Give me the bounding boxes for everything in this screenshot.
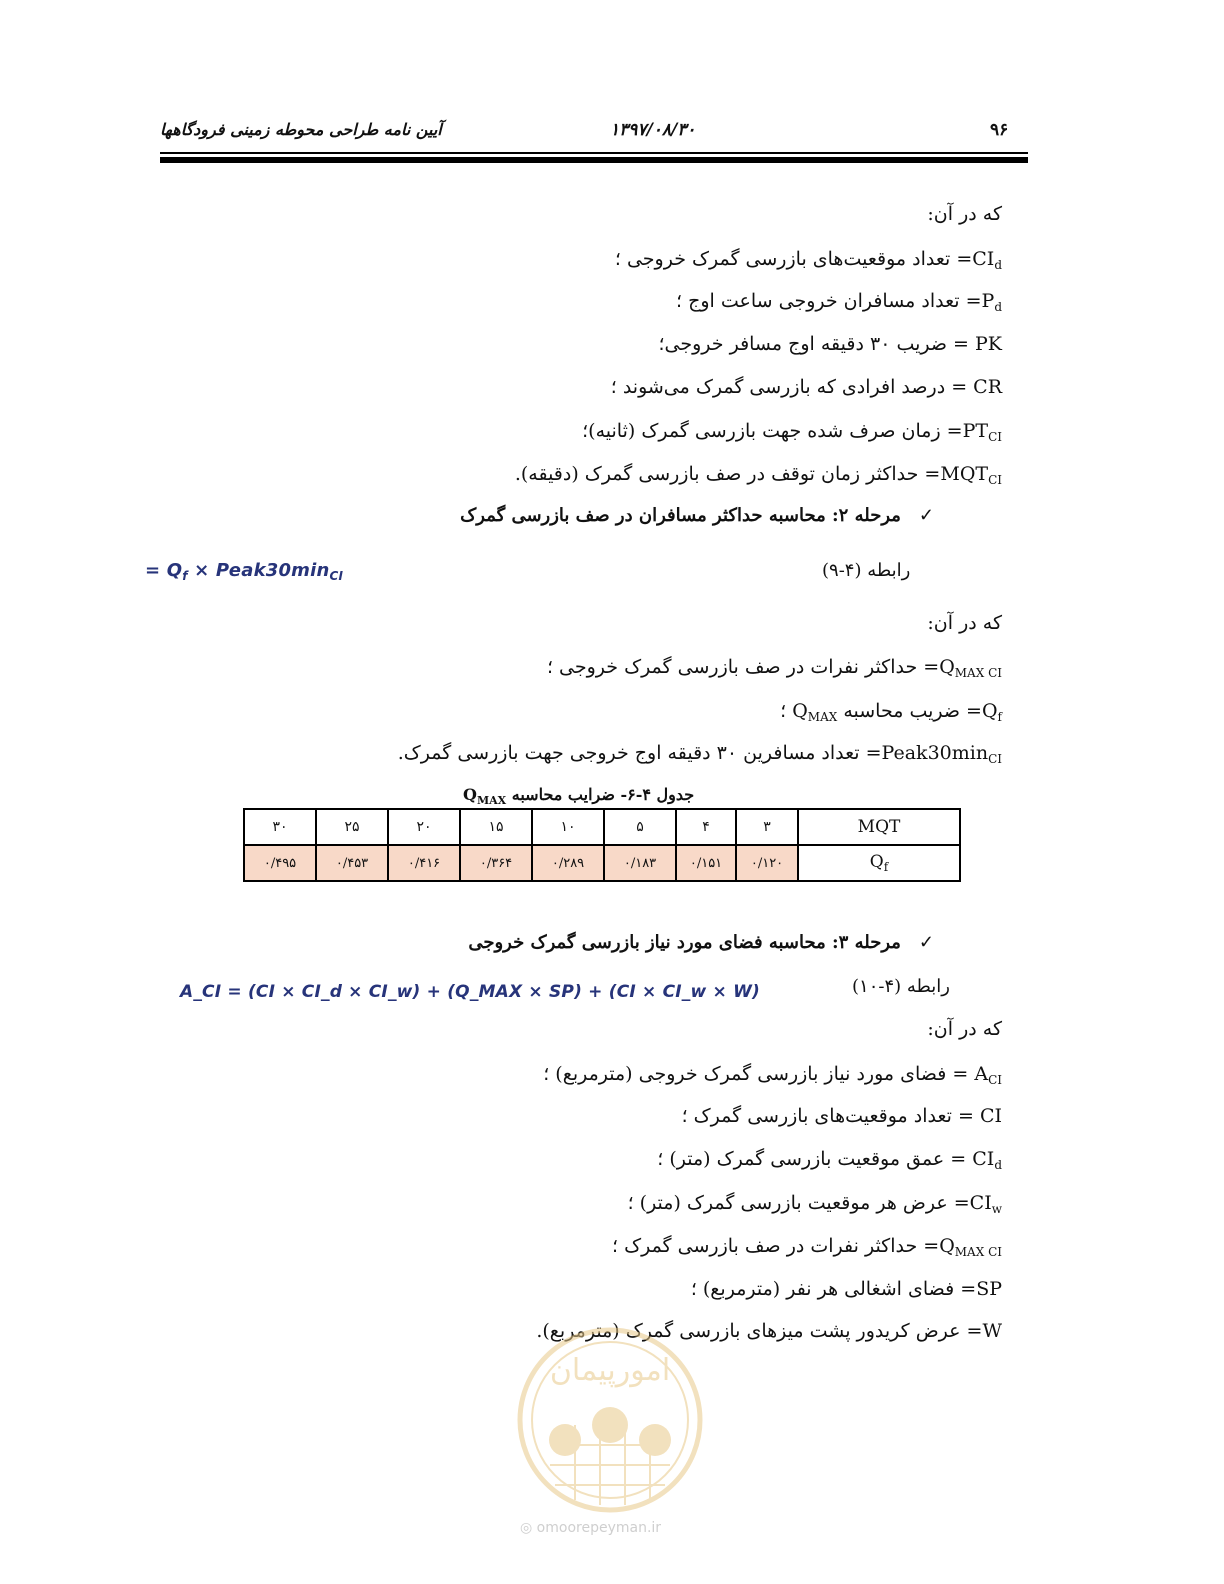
table-cell-qf: ۰/۲۸۹ bbox=[532, 845, 604, 881]
table-cell-qf: ۰/۳۶۴ bbox=[460, 845, 532, 881]
definition-text: = فضای مورد نیاز بازرسی گمرک خروجی (مترمربع) ؛ bbox=[543, 1063, 975, 1085]
qmax-table bbox=[243, 808, 961, 882]
definition-line: $CI_w=$ عرض هر موقعیت بازرسی گمرک (متر) ؛ bbox=[627, 1192, 1002, 1216]
step2-heading bbox=[460, 505, 934, 526]
step2-title: مرحله ۲: محاسبه حداکثر مسافران در صف بازرسی گمرک bbox=[460, 505, 901, 526]
definition-symbol: W bbox=[982, 1320, 1002, 1342]
table-cell-mqt: ۱۰ bbox=[532, 809, 604, 845]
step3-heading bbox=[468, 932, 934, 953]
definition-text: = عرض کریدور پشت میزهای بازرسی گمرک (مترمربع). bbox=[536, 1320, 983, 1342]
definition-line: $Q_{MAX CI}=$ حداکثر نفرات در صف بازرسی گمرک ؛ bbox=[612, 1235, 1002, 1259]
definition-text: = عرض هر موقعیت بازرسی گمرک (متر) ؛ bbox=[627, 1192, 970, 1214]
header-rule-thick bbox=[160, 157, 1028, 163]
definition-text: = تعداد مسافرین ۳۰ دقیقه اوج خروجی جهت بازرسی گمرک. bbox=[397, 742, 882, 764]
watermark-url: ◎ omoorepeyman.ir bbox=[520, 1520, 662, 1536]
table-cell-mqt: ۲۰ bbox=[388, 809, 460, 845]
check-icon: ✓ bbox=[918, 932, 934, 953]
definition-text: = حداکثر زمان توقف در صف بازرسی گمرک (دقیقه). bbox=[514, 463, 941, 485]
table-cell-mqt: ۱۵ bbox=[460, 809, 532, 845]
definition-symbol: Peak30min bbox=[881, 742, 989, 764]
relation-4-10: رابطه (۴-۱۰) bbox=[852, 976, 951, 997]
table-cell-mqt: ۵ bbox=[604, 809, 676, 845]
definition-symbol: CR bbox=[973, 376, 1002, 398]
header-title: آیین نامه طراحی محوطه زمینی فرودگاهها bbox=[160, 120, 442, 139]
definition-text: = تعداد موقعیت‌های بازرسی گمرک ؛ bbox=[681, 1105, 980, 1127]
definition-symbol: MQT bbox=[940, 463, 989, 485]
table-cell-mqt: ۳۰ bbox=[244, 809, 316, 845]
definition-text: = حداکثر نفرات در صف بازرسی گمرک ؛ bbox=[612, 1235, 940, 1257]
relation-4-9: رابطه (۴-۹) bbox=[822, 560, 911, 581]
where-label: که در آن: bbox=[927, 612, 1002, 634]
definition-line: $CI_d=$ تعداد موقعیت‌های بازرسی گمرک خروجی ؛ bbox=[614, 248, 1002, 272]
definition-symbol: CI bbox=[979, 1105, 1002, 1127]
where-label: که در آن: bbox=[927, 1018, 1002, 1040]
definition-line: $A_{CI}$ = فضای مورد نیاز بازرسی گمرک خروجی (مترمربع) ؛ bbox=[543, 1063, 1002, 1087]
definition-line bbox=[691, 1278, 1002, 1302]
definition-symbol: SP bbox=[976, 1278, 1002, 1300]
definition-symbol: Q bbox=[939, 656, 955, 678]
page-number: ۹۶ bbox=[990, 120, 1009, 140]
watermark-logo bbox=[505, 1325, 715, 1515]
definition-line: $CI_d$ = عمق موقعیت بازرسی گمرک (متر) ؛ bbox=[657, 1148, 1002, 1172]
definition-line: $MQT_{CI}=$ حداکثر زمان توقف در صف بازرسی گمرک (دقیقه). bbox=[514, 463, 1002, 487]
table-cell-qf: ۰/۴۵۳ bbox=[316, 845, 388, 881]
table-cell-mqt: ۳ bbox=[736, 809, 798, 845]
header-date: ۱۳۹۷/۰۸/۳۰ bbox=[610, 120, 696, 140]
table-cell-mqt: ۴ bbox=[676, 809, 736, 845]
svg-text:امورپیمان: امورپیمان bbox=[549, 1353, 671, 1388]
definition-text: = عمق موقعیت بازرسی گمرک (متر) ؛ bbox=[657, 1148, 973, 1170]
table-cell-qf: ۰/۱۸۳ bbox=[604, 845, 676, 881]
definition-line: $P_d=$ تعداد مسافران خروجی ساعت اوج ؛ bbox=[676, 290, 1002, 314]
definition-symbol: PT bbox=[962, 420, 989, 442]
where-label: که در آن: bbox=[927, 203, 1002, 225]
table-row-label: $Q_f$ bbox=[798, 845, 960, 881]
header-rule-thin bbox=[160, 152, 1028, 154]
definition-text: = درصد افرادی که بازرسی گمرک می‌شوند ؛ bbox=[610, 376, 974, 398]
definition-line: $PT_{CI}=$ زمان صرف شده جهت بازرسی گمرک (ثانیه)؛ bbox=[582, 420, 1002, 444]
table-row-label: MQT bbox=[798, 809, 960, 845]
definition-symbol: Q bbox=[939, 1235, 955, 1257]
definition-symbol: CI bbox=[972, 248, 995, 270]
table-caption: جدول ۴-۶- ضرایب محاسبه $Q_{MAX}$ bbox=[463, 785, 695, 807]
definition-line: $Peak30\min_{CI}=$ تعداد مسافرین ۳۰ دقیقه اوج خروجی جهت بازرسی گمرک. bbox=[397, 742, 1002, 766]
definition-line: $Q_{MAX CI}=$ حداکثر نفرات در صف بازرسی گمرک خروجی ؛ bbox=[546, 656, 1002, 680]
definition-symbol: P bbox=[981, 290, 995, 312]
definition-text: = حداکثر نفرات در صف بازرسی گمرک خروجی ؛ bbox=[546, 656, 940, 678]
definition-line bbox=[659, 333, 1002, 357]
definition-text: = ضریب محاسبه Q bbox=[792, 700, 982, 722]
table-cell-mqt: ۲۵ bbox=[316, 809, 388, 845]
definition-text: = فضای اشغالی هر نفر (مترمربع) ؛ bbox=[690, 1278, 977, 1300]
definition-line: $Q_f=$ ضریب محاسبه $Q_{MAX}$ ؛ bbox=[780, 700, 1002, 724]
definition-text: = زمان صرف شده جهت بازرسی گمرک (ثانیه)؛ bbox=[582, 420, 963, 442]
definition-text: = تعداد موقعیت‌های بازرسی گمرک خروجی ؛ bbox=[614, 248, 973, 270]
definition-symbol: A bbox=[974, 1063, 989, 1085]
step3-title: مرحله ۳: محاسبه فضای مورد نیاز بازرسی گمرک خروجی bbox=[468, 932, 901, 953]
definition-symbol: PK bbox=[975, 333, 1002, 355]
definition-text: = تعداد مسافران خروجی ساعت اوج ؛ bbox=[676, 290, 982, 312]
formula-4-9: = $Q_f$ × $Peak30\min_{CI}$ bbox=[145, 560, 344, 583]
table-cell-qf: ۰/۴۹۵ bbox=[244, 845, 316, 881]
definition-line bbox=[611, 376, 1002, 400]
table-cell-qf: ۰/۱۲۰ bbox=[736, 845, 798, 881]
table-cell-qf: ۰/۴۱۶ bbox=[388, 845, 460, 881]
definition-symbol: CI bbox=[969, 1192, 992, 1214]
table-cell-qf: ۰/۱۵۱ bbox=[676, 845, 736, 881]
definition-line bbox=[682, 1105, 1002, 1129]
definition-text: = ضریب ۳۰ دقیقه اوج مسافر خروجی؛ bbox=[658, 333, 976, 355]
definition-symbol: CI bbox=[972, 1148, 995, 1170]
formula-4-10: A_CI = (CI × CI_d × CI_w) + (Q_MAX × SP) + (CI × CI_w × W) bbox=[180, 982, 760, 1002]
check-icon: ✓ bbox=[918, 505, 934, 526]
definition-symbol: Q bbox=[981, 700, 998, 722]
